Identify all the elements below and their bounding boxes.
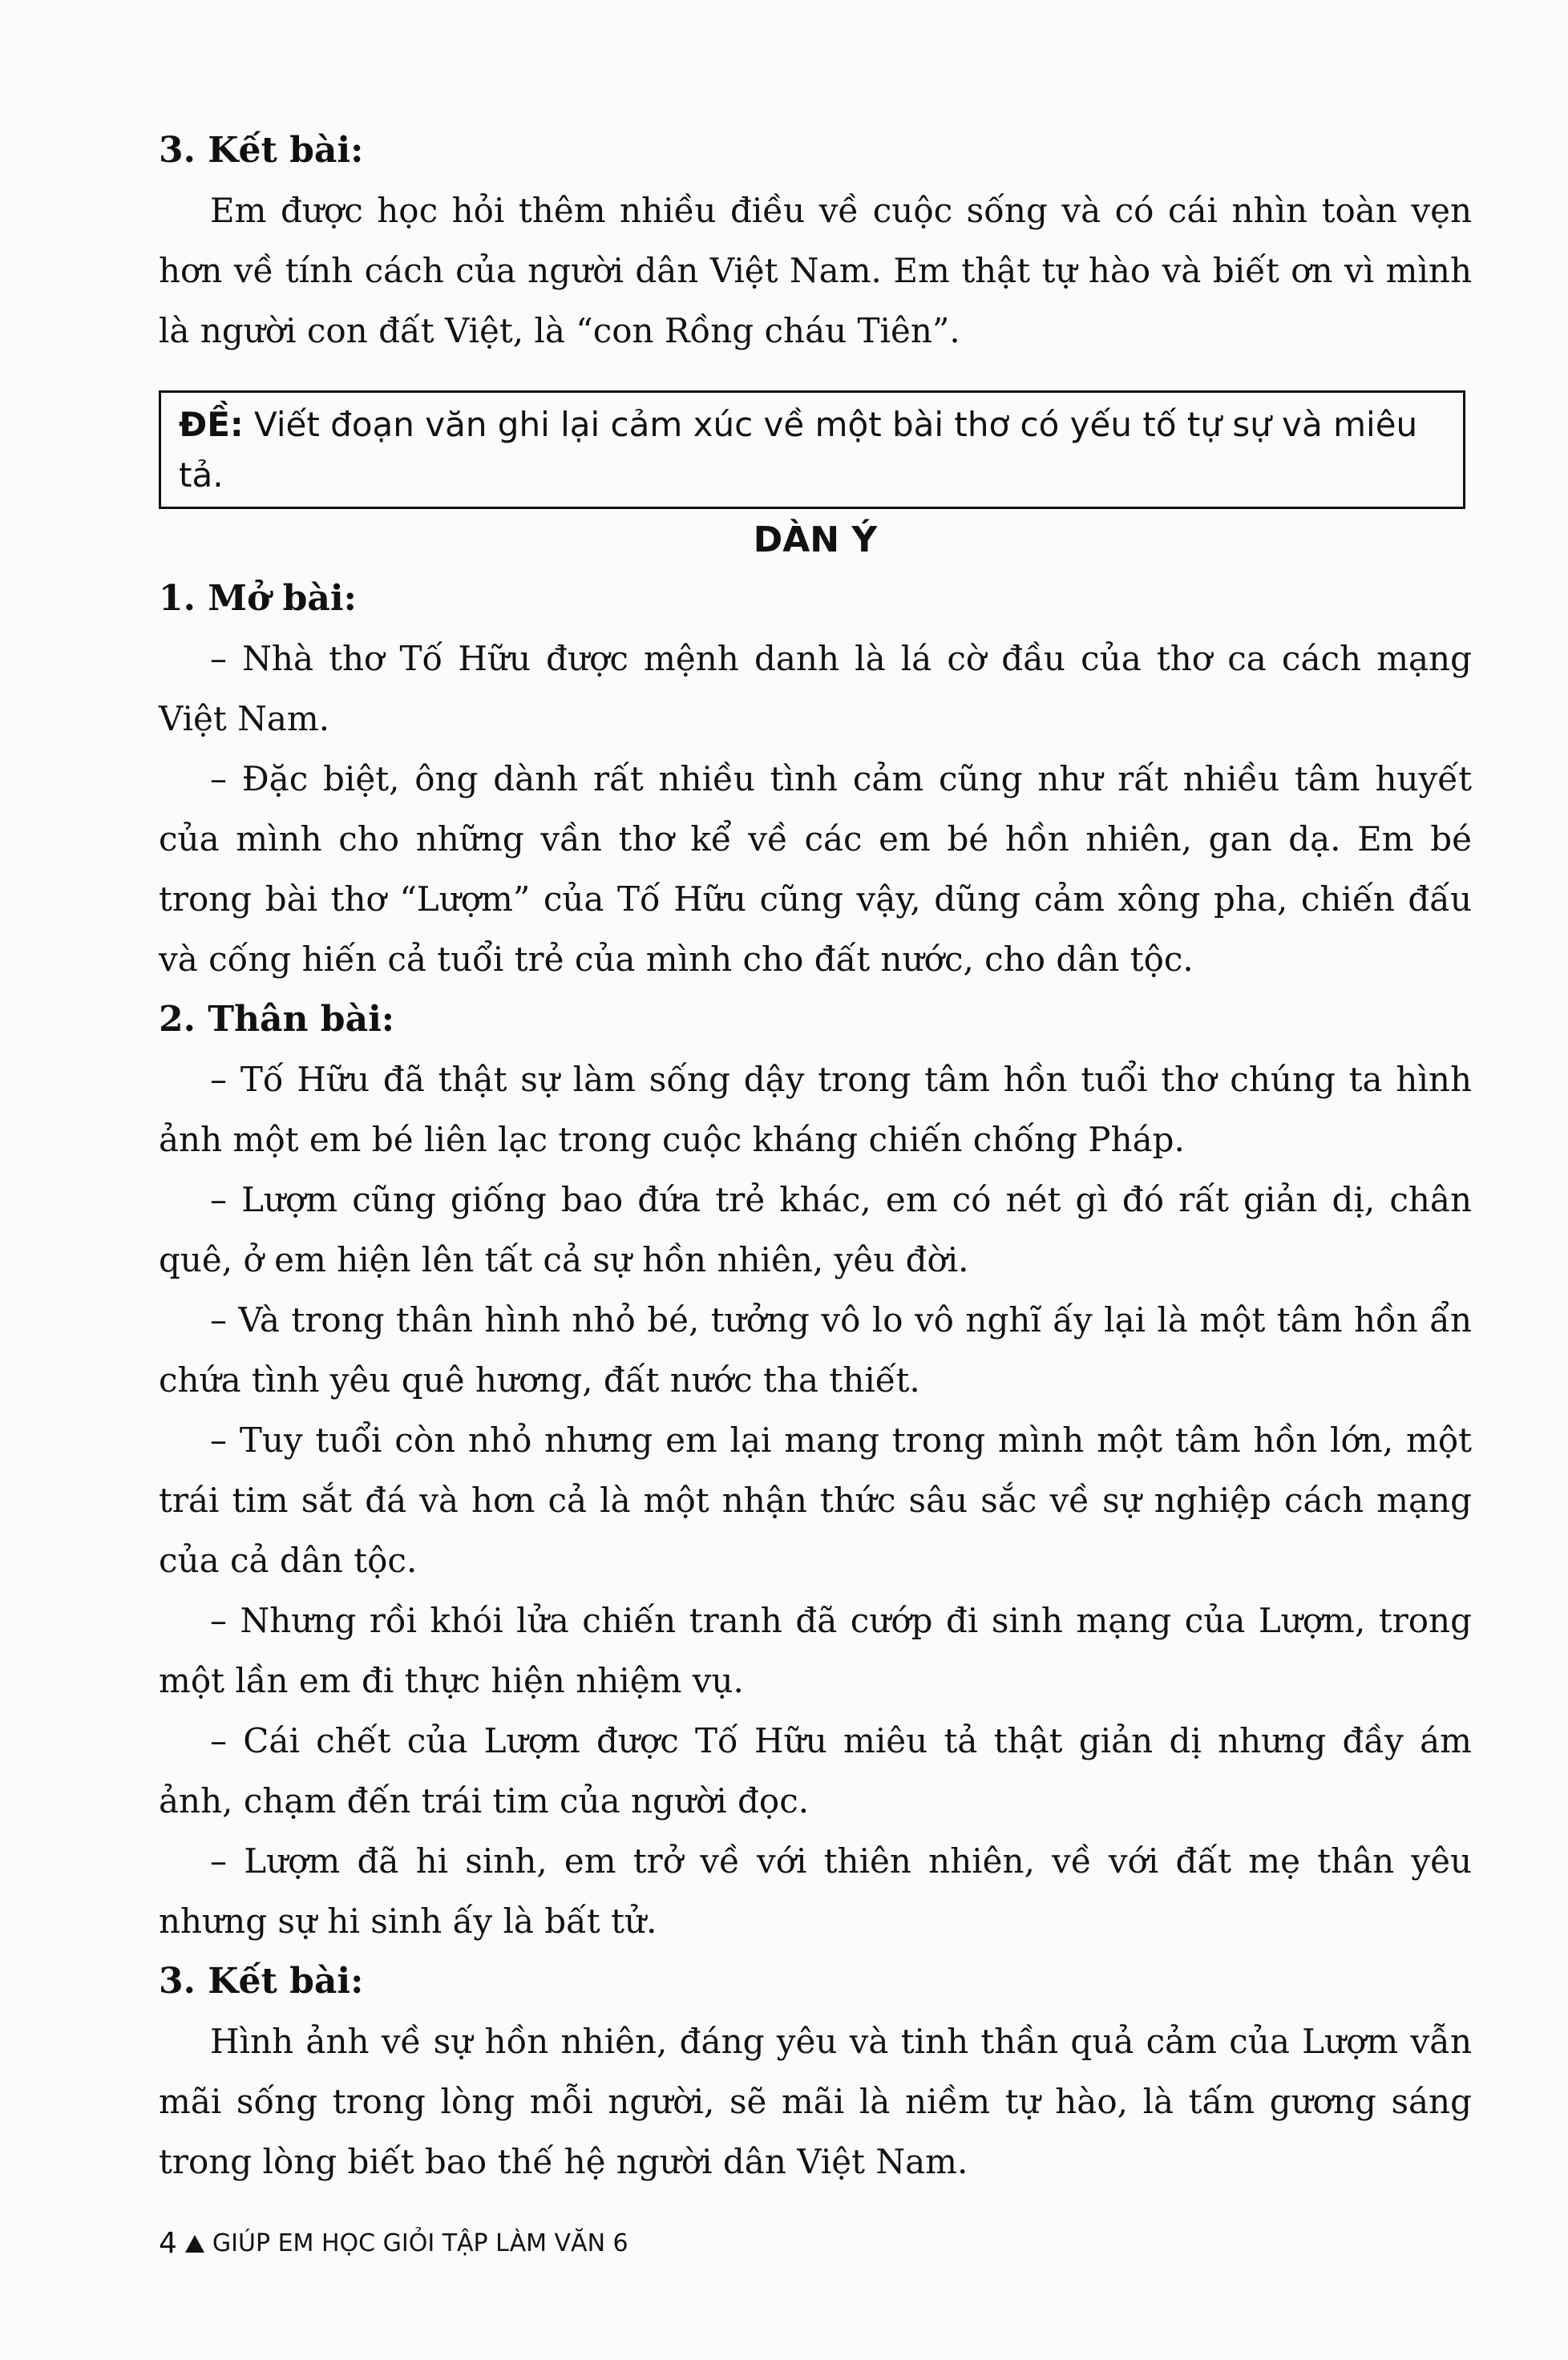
section-heading-ket-bai-1: 3. Kết bài: — [159, 130, 364, 171]
prompt-box — [159, 390, 1465, 509]
page-footer — [159, 2227, 628, 2260]
paragraph-mo-bai-1: – Nhà thơ Tố Hữu được mệnh danh là lá cờ đầu của thơ ca cách mạng Việt Nam. — [159, 639, 1472, 738]
section-heading-mo-bai: 1. Mở bài: — [159, 578, 357, 619]
prompt-text: Viết đoạn văn ghi lại cảm xúc về một bài thơ có yếu tố tự sự và miêu tả. — [179, 405, 1418, 495]
paragraph-ket-bai-2: Hình ảnh về sự hồn nhiên, đáng yêu và tinh thần quả cảm của Lượm vẫn mãi sống trong lòng mỗi người, sẽ mãi là niềm tự hào, là tấm gương sáng trong lòng biết bao thế hệ người dân Việt Nam. — [159, 2022, 1472, 2181]
paragraph-than-bai-1: – Tố Hữu đã thật sự làm sống dậy trong tâm hồn tuổi thơ chúng ta hình ảnh một em bé liên lạc trong cuộc kháng chiến chống Pháp. — [159, 1060, 1472, 1159]
outline-title: DÀN Ý — [753, 519, 878, 560]
paragraph-than-bai-6: – Cái chết của Lượm được Tố Hữu miêu tả thật giản dị nhưng đầy ám ảnh, chạm đến trái tim của người đọc. — [159, 1721, 1472, 1821]
triangle-icon — [185, 2235, 204, 2253]
paragraph-ket-bai-1: Em được học hỏi thêm nhiều điều về cuộc sống và có cái nhìn toàn vẹn hơn về tính cách của người dân Việt Nam. Em thật tự hào và biết ơn vì mình là người con đất Việt, là “con Rồng cháu Tiên”. — [159, 191, 1472, 350]
section-heading-than-bai: 2. Thân bài: — [159, 999, 395, 1040]
page-number: 4 — [159, 2227, 177, 2260]
paragraph-than-bai-5: – Nhưng rồi khói lửa chiến tranh đã cướp đi sinh mạng của Lượm, trong một lần em đi thực hiện nhiệm vụ. — [159, 1601, 1472, 1700]
paragraph-than-bai-3: – Và trong thân hình nhỏ bé, tưởng vô lo vô nghĩ ấy lại là một tâm hồn ẩn chứa tình yêu quê hương, đất nước tha thiết. — [159, 1300, 1472, 1400]
section-heading-ket-bai-2: 3. Kết bài: — [159, 1961, 364, 2002]
book-title: GIÚP EM HỌC GIỎI TẬP LÀM VĂN 6 — [212, 2229, 628, 2257]
prompt-label: ĐỀ: — [179, 405, 244, 444]
paragraph-than-bai-2: – Lượm cũng giống bao đứa trẻ khác, em có nét gì đó rất giản dị, chân quê, ở em hiện lên tất cả sự hồn nhiên, yêu đời. — [159, 1180, 1472, 1279]
paragraph-mo-bai-2: – Đặc biệt, ông dành rất nhiều tình cảm cũng như rất nhiều tâm huyết của mình cho những vần thơ kể về các em bé hồn nhiên, gan dạ. Em bé trong bài thơ “Lượm” của Tố Hữu cũng vậy, dũng cảm xông pha, chiến đấu và cống hiến cả tuổi trẻ của mình cho đất nước, cho dân tộc. — [159, 759, 1472, 979]
paragraph-than-bai-4: – Tuy tuổi còn nhỏ nhưng em lại mang trong mình một tâm hồn lớn, một trái tim sắt đá và hơn cả là một nhận thức sâu sắc về sự nghiệp cách mạng của cả dân tộc. — [159, 1420, 1472, 1580]
page-content — [159, 120, 1472, 2192]
paragraph-than-bai-7: – Lượm đã hi sinh, em trở về với thiên nhiên, về với đất mẹ thân yêu nhưng sự hi sinh ấy là bất tử. — [159, 1841, 1472, 1941]
